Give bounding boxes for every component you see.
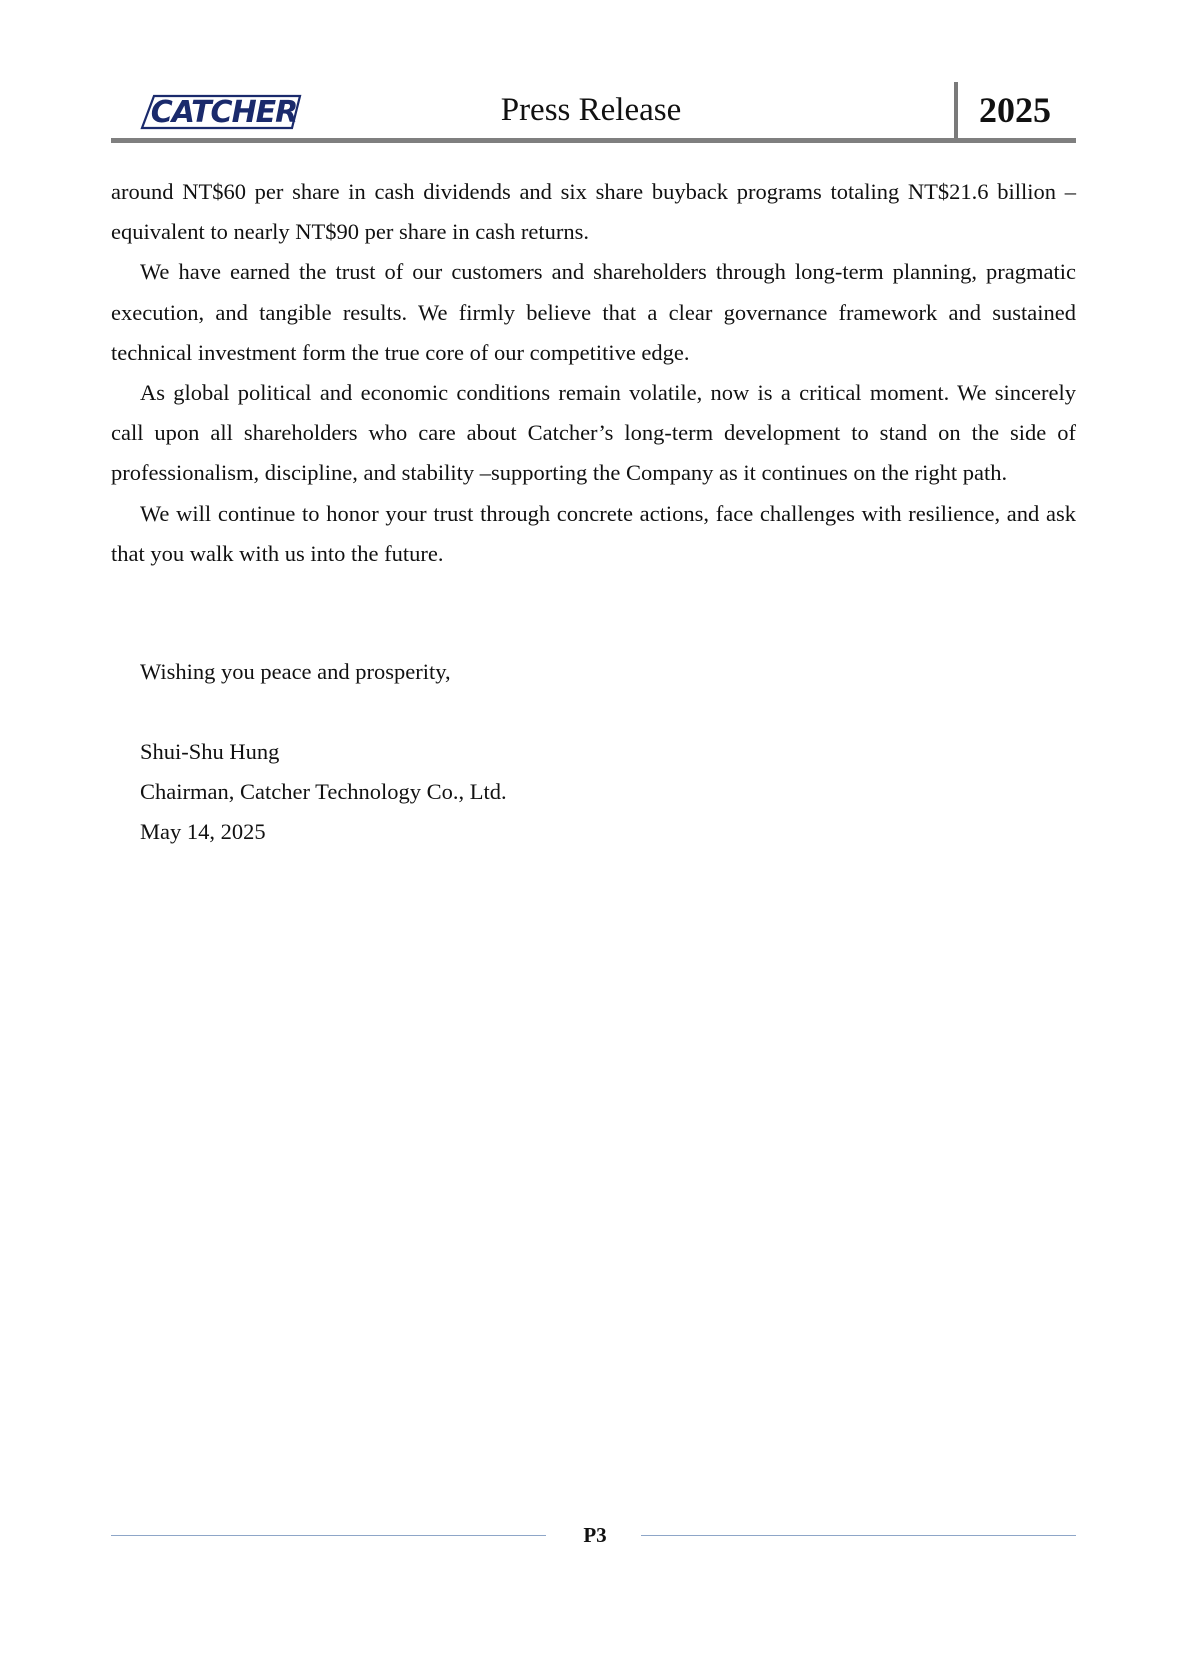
body-text — [111, 172, 1076, 574]
signature-block — [140, 732, 507, 853]
paragraph: As global political and economic conditions remain volatile, now is a critical moment. We sincerely call upon all shareholders who care about Catcher’s long-term development to stand on the side of professionalism, discipline, and stability –supporting the Company as it continues on the right path. — [111, 380, 1076, 486]
paragraph: We have earned the trust of our customers and shareholders through long-term planning, pragmatic execution, and tangible results. We firmly believe that a clear governance framework and sustained technical investment form the true core of our competitive edge. — [111, 259, 1076, 365]
closing-line: Wishing you peace and prosperity, — [140, 659, 451, 684]
header-rule — [111, 138, 1076, 143]
logo-wordmark: CATCHER — [150, 95, 298, 130]
page-header — [111, 82, 1076, 140]
signatory-title: Chairman, Catcher Technology Co., Ltd. — [140, 779, 507, 805]
closing — [140, 652, 451, 692]
header-year: 2025 — [979, 90, 1051, 130]
signatory-name: Shui-Shu Hung — [140, 739, 280, 764]
paragraph: We will continue to honor your trust through concrete actions, face challenges with resilience, and ask that you walk with us into the future. — [111, 500, 1076, 566]
catcher-logo — [140, 92, 305, 132]
page-number: P3 — [583, 1523, 607, 1547]
footer-rule-right — [641, 1535, 1076, 1536]
signature-date: May 14, 2025 — [140, 819, 266, 845]
footer-rule-left — [111, 1535, 546, 1536]
page-title: Press Release — [500, 92, 682, 128]
paragraph: around NT$60 per share in cash dividends and six share buyback programs totaling NT$21.6 billion – equivalent to nearly NT$90 per share in cash returns. — [111, 179, 1076, 245]
header-divider — [954, 82, 958, 140]
